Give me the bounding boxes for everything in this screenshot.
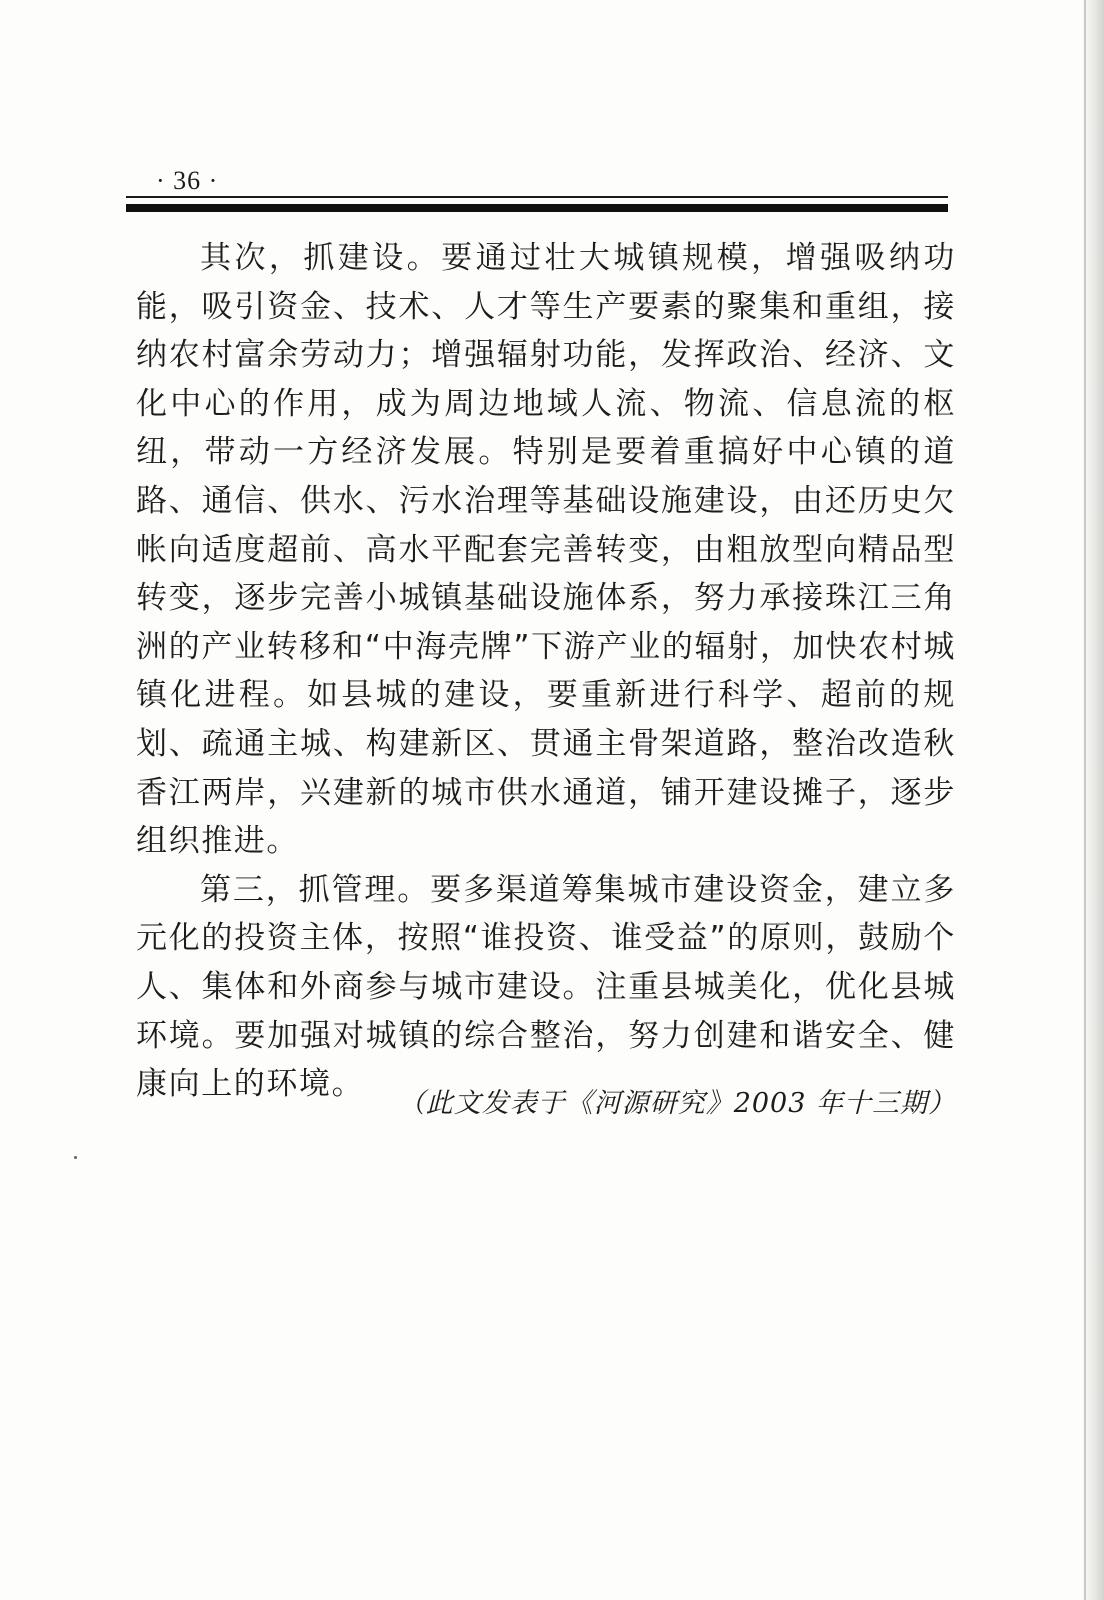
page-number: · 36 · [156,166,219,195]
source-note: （此文发表于《河源研究》2003 年十三期） [397,1088,956,1119]
scan-speck [74,1156,77,1159]
body-text [136,234,956,1109]
paragraph: 第三，抓管理。要多渠道筹集城市建设资金，建立多元化的投资主体，按照“谁投资、谁受益”的原则，鼓励个人、集体和外商参与城市建设。注重县城美化，优化县城环境。要加强对城镇的综合整治，努力创建和谐安全、健康向上的环境。 [136,871,956,1103]
paragraph: 其次，抓建设。要通过壮大城镇规模，增强吸纳功能，吸引资金、技术、人才等生产要素的聚集和重组，接纳农村富余劳动力；增强辐射功能，发挥政治、经济、文化中心的作用，成为周边地域人流、物流、信息流的枢纽，带动一方经济发展。特别是要着重搞好中心镇的道路、通信、供水、污水治理等基础设施建设，由还历史欠帐向适度超前、高水平配套完善转变，由粗放型向精品型转变，逐步完善小城镇基础设施体系，努力承接珠江三角洲的产业转移和“中海壳牌”下游产业的辐射，加快农村城镇化进程。如县城的建设，要重新进行科学、超前的规划、疏通主城、构建新区、贯通主骨架道路，整治改造秋香江两岸，兴建新的城市供水通道，铺开建设摊子，逐步组织推进。 [136,240,956,860]
page-edge-line [1084,0,1086,1600]
page-header [126,168,948,194]
header-rule-thick [126,204,948,212]
header-rule-thin [126,196,948,198]
